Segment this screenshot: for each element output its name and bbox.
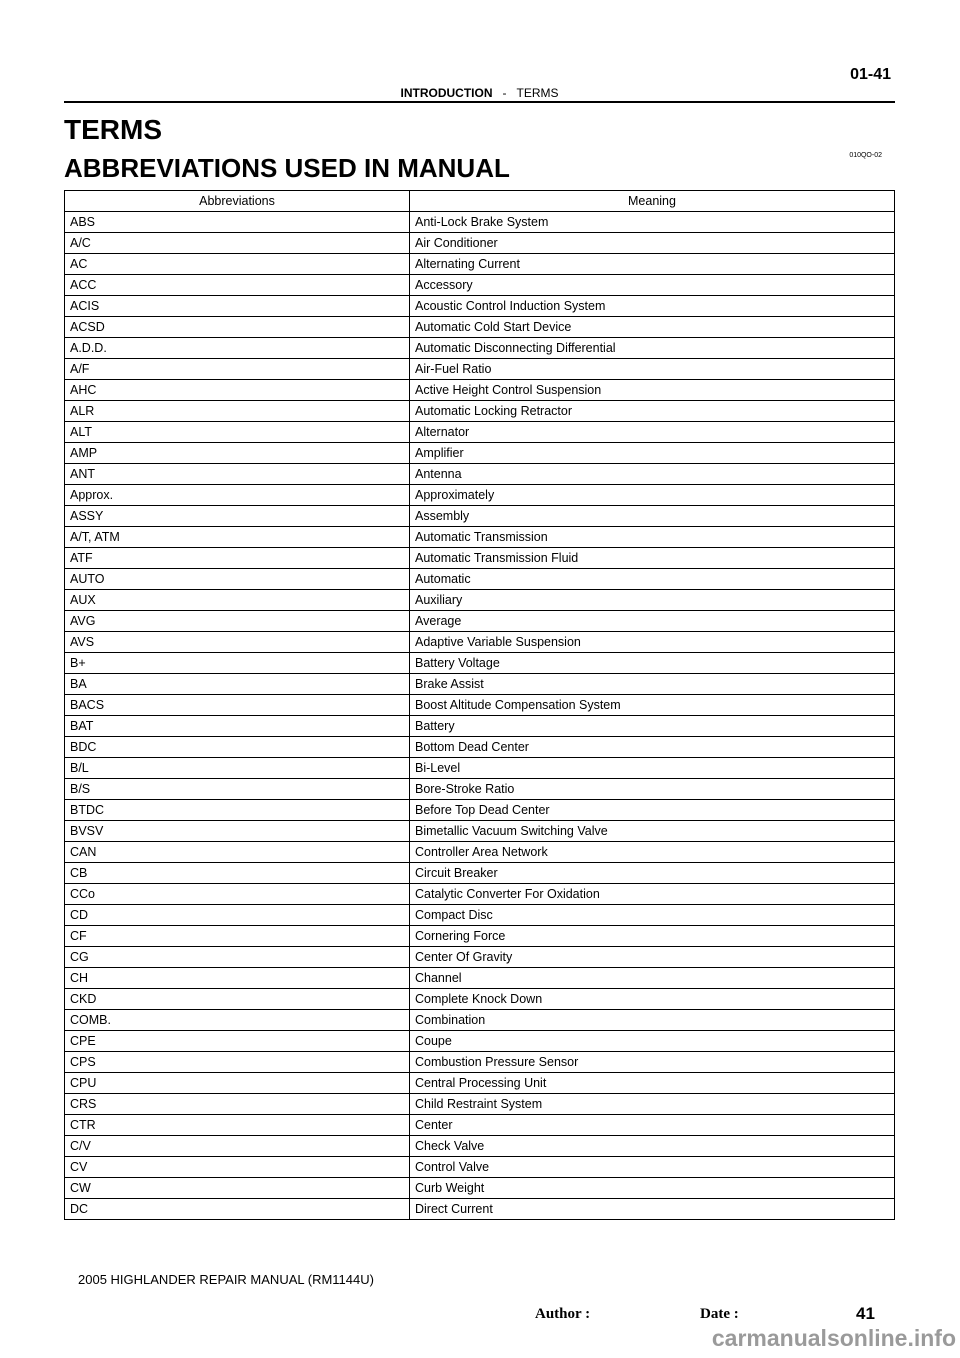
- abbreviation-cell: Approx.: [65, 485, 410, 506]
- meaning-cell: Approximately: [410, 485, 895, 506]
- abbreviation-cell: CD: [65, 905, 410, 926]
- meaning-cell: Anti-Lock Brake System: [410, 212, 895, 233]
- meaning-cell: Curb Weight: [410, 1178, 895, 1199]
- abbreviation-cell: B/S: [65, 779, 410, 800]
- table-row: [65, 548, 895, 569]
- table-row: [65, 1199, 895, 1220]
- watermark: carmanualsonline.info: [711, 1325, 956, 1351]
- meaning-cell: Accessory: [410, 275, 895, 296]
- abbreviation-cell: CRS: [65, 1094, 410, 1115]
- abbreviation-cell: BTDC: [65, 800, 410, 821]
- meaning-cell: Combustion Pressure Sensor: [410, 1052, 895, 1073]
- table-row: [65, 1010, 895, 1031]
- meaning-cell: Combination: [410, 1010, 895, 1031]
- meaning-cell: Bi-Level: [410, 758, 895, 779]
- meaning-cell: Amplifier: [410, 443, 895, 464]
- abbreviation-cell: CB: [65, 863, 410, 884]
- abbreviation-cell: CPU: [65, 1073, 410, 1094]
- abbreviation-cell: ASSY: [65, 506, 410, 527]
- meaning-cell: Bottom Dead Center: [410, 737, 895, 758]
- meaning-cell: Compact Disc: [410, 905, 895, 926]
- meaning-cell: Direct Current: [410, 1199, 895, 1220]
- table-row: [65, 1178, 895, 1199]
- page-code: 01-41: [850, 66, 891, 83]
- column-header-abbreviations: Abbreviations: [65, 191, 410, 212]
- meaning-cell: Bimetallic Vacuum Switching Valve: [410, 821, 895, 842]
- meaning-cell: Bore-Stroke Ratio: [410, 779, 895, 800]
- abbreviation-cell: ACSD: [65, 317, 410, 338]
- table-row: [65, 1052, 895, 1073]
- abbreviation-cell: B/L: [65, 758, 410, 779]
- meaning-cell: Average: [410, 611, 895, 632]
- table-row: [65, 821, 895, 842]
- meaning-cell: Center: [410, 1115, 895, 1136]
- column-header-meaning: Meaning: [410, 191, 895, 212]
- abbreviation-cell: CF: [65, 926, 410, 947]
- table-row: [65, 779, 895, 800]
- abbreviation-cell: CPS: [65, 1052, 410, 1073]
- meaning-cell: Brake Assist: [410, 674, 895, 695]
- abbreviation-cell: BVSV: [65, 821, 410, 842]
- abbreviation-cell: BAT: [65, 716, 410, 737]
- abbreviation-cell: ACC: [65, 275, 410, 296]
- abbreviation-cell: AUX: [65, 590, 410, 611]
- abbreviation-cell: CAN: [65, 842, 410, 863]
- meaning-cell: Before Top Dead Center: [410, 800, 895, 821]
- abbreviation-cell: COMB.: [65, 1010, 410, 1031]
- abbreviation-cell: BA: [65, 674, 410, 695]
- table-row: [65, 611, 895, 632]
- meaning-cell: Alternator: [410, 422, 895, 443]
- abbreviation-cell: BDC: [65, 737, 410, 758]
- table-header-row: [65, 191, 895, 212]
- header-title: [64, 86, 895, 100]
- meaning-cell: Control Valve: [410, 1157, 895, 1178]
- section-title: ABBREVIATIONS USED IN MANUAL: [64, 153, 510, 183]
- abbreviation-cell: ALT: [65, 422, 410, 443]
- header-topic: TERMS: [516, 86, 559, 100]
- abbreviation-cell: CW: [65, 1178, 410, 1199]
- meaning-cell: Air Conditioner: [410, 233, 895, 254]
- manual-title: 2005 HIGHLANDER REPAIR MANUAL (RM1144U): [78, 1272, 374, 1287]
- table-row: [65, 1073, 895, 1094]
- meaning-cell: Check Valve: [410, 1136, 895, 1157]
- table-row: [65, 968, 895, 989]
- meaning-cell: Coupe: [410, 1031, 895, 1052]
- table-row: [65, 254, 895, 275]
- meaning-cell: Boost Altitude Compensation System: [410, 695, 895, 716]
- meaning-cell: Circuit Breaker: [410, 863, 895, 884]
- abbreviation-cell: ATF: [65, 548, 410, 569]
- page-number: 41: [856, 1304, 875, 1323]
- header-rule: [64, 101, 895, 103]
- meaning-cell: Auxiliary: [410, 590, 895, 611]
- table-row: [65, 380, 895, 401]
- running-header: [64, 66, 895, 102]
- table-row: [65, 212, 895, 233]
- meaning-cell: Battery: [410, 716, 895, 737]
- table-row: [65, 800, 895, 821]
- table-row: [65, 842, 895, 863]
- abbreviation-cell: A/F: [65, 359, 410, 380]
- meaning-cell: Automatic Cold Start Device: [410, 317, 895, 338]
- table-row: [65, 233, 895, 254]
- table-row: [65, 359, 895, 380]
- meaning-cell: Child Restraint System: [410, 1094, 895, 1115]
- abbreviation-cell: BACS: [65, 695, 410, 716]
- meaning-cell: Channel: [410, 968, 895, 989]
- abbreviation-cell: CG: [65, 947, 410, 968]
- meaning-cell: Air-Fuel Ratio: [410, 359, 895, 380]
- abbreviation-cell: CCo: [65, 884, 410, 905]
- meaning-cell: Acoustic Control Induction System: [410, 296, 895, 317]
- header-section: INTRODUCTION: [400, 86, 493, 100]
- abbreviation-cell: AHC: [65, 380, 410, 401]
- meaning-cell: Active Height Control Suspension: [410, 380, 895, 401]
- abbreviation-cell: CH: [65, 968, 410, 989]
- table-row: [65, 716, 895, 737]
- meaning-cell: Assembly: [410, 506, 895, 527]
- abbreviation-cell: AVG: [65, 611, 410, 632]
- table-row: [65, 590, 895, 611]
- abbreviation-cell: C/V: [65, 1136, 410, 1157]
- table-row: [65, 737, 895, 758]
- table-row: [65, 989, 895, 1010]
- table-row: [65, 1157, 895, 1178]
- meaning-cell: Automatic Locking Retractor: [410, 401, 895, 422]
- table-row: [65, 863, 895, 884]
- meaning-cell: Automatic: [410, 569, 895, 590]
- table-row: [65, 695, 895, 716]
- table-row: [65, 443, 895, 464]
- abbreviation-cell: AVS: [65, 632, 410, 653]
- table-row: [65, 926, 895, 947]
- table-row: [65, 296, 895, 317]
- table-row: [65, 569, 895, 590]
- meaning-cell: Adaptive Variable Suspension: [410, 632, 895, 653]
- table-row: [65, 464, 895, 485]
- abbreviation-cell: A.D.D.: [65, 338, 410, 359]
- date-label: Date :: [700, 1306, 739, 1322]
- meaning-cell: Controller Area Network: [410, 842, 895, 863]
- table-row: [65, 506, 895, 527]
- meaning-cell: Complete Knock Down: [410, 989, 895, 1010]
- table-row: [65, 527, 895, 548]
- meaning-cell: Central Processing Unit: [410, 1073, 895, 1094]
- abbreviation-cell: AUTO: [65, 569, 410, 590]
- abbreviation-cell: CTR: [65, 1115, 410, 1136]
- header-separator: -: [502, 86, 507, 100]
- table-row: [65, 317, 895, 338]
- meaning-cell: Battery Voltage: [410, 653, 895, 674]
- table-row: [65, 884, 895, 905]
- abbreviation-cell: AC: [65, 254, 410, 275]
- author-label: Author :: [535, 1306, 591, 1322]
- table-row: [65, 422, 895, 443]
- abbreviation-cell: ALR: [65, 401, 410, 422]
- abbreviation-cell: B+: [65, 653, 410, 674]
- abbreviation-cell: A/T, ATM: [65, 527, 410, 548]
- table-row: [65, 1094, 895, 1115]
- table-row: [65, 1115, 895, 1136]
- table-row: [65, 338, 895, 359]
- abbreviation-cell: CPE: [65, 1031, 410, 1052]
- table-row: [65, 947, 895, 968]
- meaning-cell: Center Of Gravity: [410, 947, 895, 968]
- table-row: [65, 674, 895, 695]
- meaning-cell: Automatic Transmission: [410, 527, 895, 548]
- abbreviation-cell: A/C: [65, 233, 410, 254]
- page-title: TERMS: [64, 114, 162, 145]
- abbreviation-cell: CKD: [65, 989, 410, 1010]
- abbreviation-cell: DC: [65, 1199, 410, 1220]
- meaning-cell: Automatic Disconnecting Differential: [410, 338, 895, 359]
- meaning-cell: Antenna: [410, 464, 895, 485]
- table-row: [65, 1136, 895, 1157]
- meaning-cell: Automatic Transmission Fluid: [410, 548, 895, 569]
- table-row: [65, 275, 895, 296]
- table-row: [65, 905, 895, 926]
- abbreviations-table: [64, 190, 895, 1220]
- table-row: [65, 485, 895, 506]
- table-row: [65, 1031, 895, 1052]
- table-row: [65, 653, 895, 674]
- abbreviation-cell: ACIS: [65, 296, 410, 317]
- table-row: [65, 401, 895, 422]
- table-row: [65, 758, 895, 779]
- abbreviation-cell: ANT: [65, 464, 410, 485]
- abbreviation-cell: AMP: [65, 443, 410, 464]
- table-row: [65, 632, 895, 653]
- abbreviation-cell: ABS: [65, 212, 410, 233]
- meaning-cell: Catalytic Converter For Oxidation: [410, 884, 895, 905]
- meaning-cell: Alternating Current: [410, 254, 895, 275]
- reference-code: 010QO-02: [849, 152, 882, 159]
- meaning-cell: Cornering Force: [410, 926, 895, 947]
- abbreviation-cell: CV: [65, 1157, 410, 1178]
